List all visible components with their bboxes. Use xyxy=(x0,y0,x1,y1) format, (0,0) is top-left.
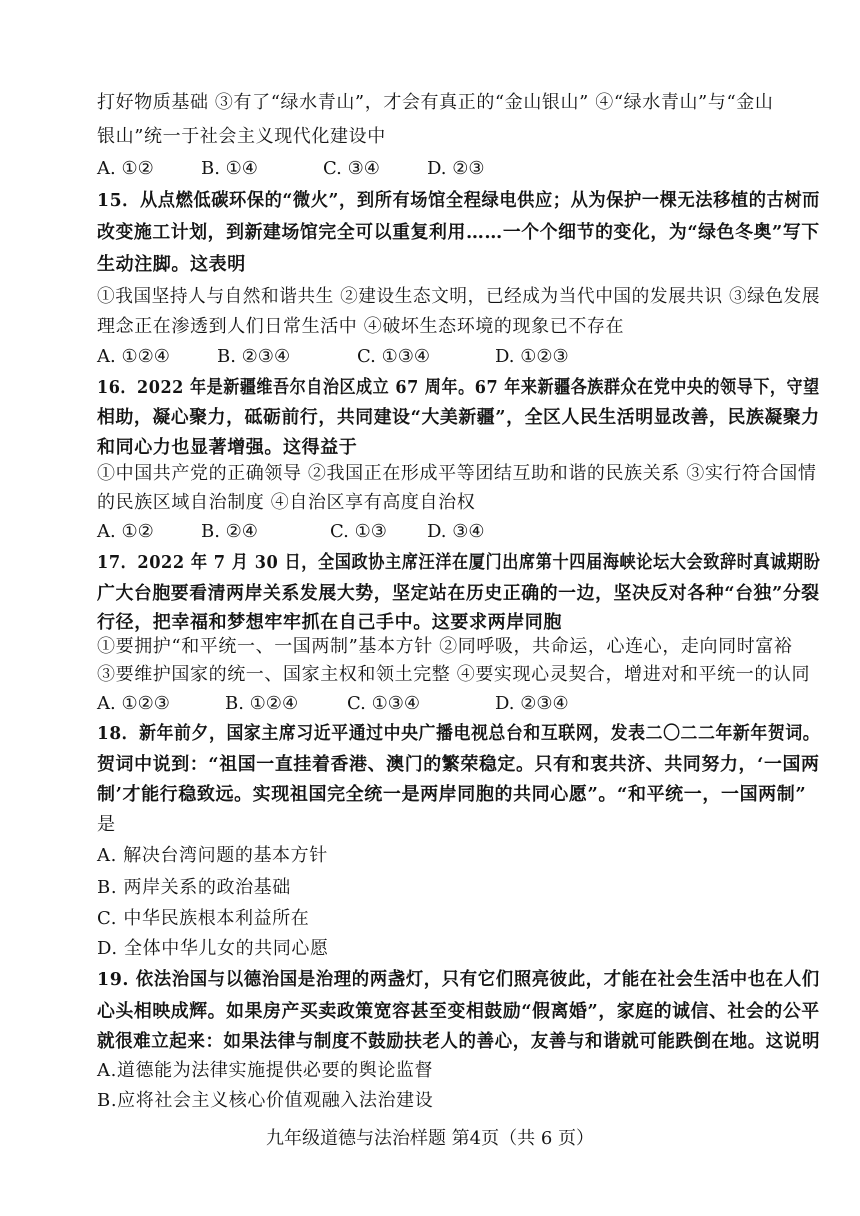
q16-option-d: D. ③④ xyxy=(427,521,485,542)
q15-option-a: A. ①②④ xyxy=(97,346,170,367)
q15-option-b: B. ②③④ xyxy=(217,346,291,367)
q17-option-a: A. ①②③ xyxy=(97,693,170,714)
q14-option-c: C. ③④ xyxy=(323,158,380,179)
q14-option-b: B. ①④ xyxy=(201,158,258,179)
q18-option-c: C. 中华民族根本利益所在 xyxy=(97,908,310,929)
q18-stem-line-1: 18．新年前夕，国家主席习近平通过中央广播电视总台和互联网，发表二〇二二年新年贺词。 xyxy=(97,723,821,744)
q17-stem-line-3: 行径，把幸福和梦想牢牢抓在自己手中。这要求两岸同胞 xyxy=(97,612,562,633)
q15-stem-line-3: 生动注脚。这表明 xyxy=(97,254,246,275)
q18-option-a: A. 解决台湾问题的基本方针 xyxy=(97,845,328,866)
q19-option-a: A.道德能为法律实施提供必要的舆论监督 xyxy=(97,1060,434,1081)
q16-option-a: A. ①② xyxy=(97,521,154,542)
q14-option-d: D. ②③ xyxy=(427,158,485,179)
q16-items-line-1: ①中国共产党的正确领导 ②我国正在形成平等团结互助和谐的民族关系 ③实行符合国情 xyxy=(97,463,817,484)
q17-stem-line-1: 17．2022 年 7 月 30 日，全国政协主席汪洋在厦门出席第十四届海峡论坛大会致辞时真诚期盼 xyxy=(97,552,821,573)
q16-option-c: C. ①③ xyxy=(330,521,387,542)
q15-stem-line-1: 15．从点燃低碳环保的“微火”，到所有场馆全程绿电供应；从为保护一棵无法移植的古树而 xyxy=(97,190,820,211)
q19-stem-line-3: 就很难立起来：如果法律与制度不鼓励扶老人的善心，友善与和谐就可能跌倒在地。这说明 xyxy=(97,1031,821,1052)
q18-stem-line-2: 贺词中说到：“祖国一直挂着香港、澳门的繁荣稳定。只有和衷共济、共同努力，‘一国两 xyxy=(97,754,820,775)
q18-stem-line-3: 制’才能行稳致远。实现祖国完全统一是两岸同胞的共同心愿”。“和平统一，一国两制” xyxy=(97,784,807,805)
q17-option-c: C. ①③④ xyxy=(347,693,420,714)
q17-stem-line-2: 广大台胞要看清两岸关系发展大势，坚定站在历史正确的一边，坚决反对各种“台独”分裂 xyxy=(97,583,820,604)
q16-stem-line-3: 和同心力也显著增强。这得益于 xyxy=(97,437,358,458)
q17-items-line-2: ③要维护国家的统一、国家主权和领土完整 ④要实现心灵契合，增进对和平统一的认同 xyxy=(97,664,811,685)
page-footer: 九年级道德与法治样题 第4页（共 6 页） xyxy=(265,1128,595,1149)
q14-option-a: A. ①② xyxy=(97,158,154,179)
q15-option-d: D. ①②③ xyxy=(495,346,569,367)
q15-items-line-1: ①我国坚持人与自然和谐共生 ②建设生态文明，已经成为当代中国的发展共识 ③绿色发展 xyxy=(97,286,821,307)
q16-stem-line-1: 16．2022 年是新疆维吾尔自治区成立 67 周年。67 年来新疆各族群众在党中央的领导下，守望 xyxy=(97,377,820,398)
q18-option-d: D. 全体中华儿女的共同心愿 xyxy=(97,938,329,959)
q19-stem-line-2: 心头相映成辉。如果房产买卖政策宽容甚至变相鼓励“假离婚”，家庭的诚信、社会的公平 xyxy=(97,1001,820,1022)
q15-stem-line-2: 改变施工计划，到新建场馆完全可以重复利用……一个个细节的变化，为“绿色冬奥”写下 xyxy=(97,222,820,243)
q18-option-b: B. 两岸关系的政治基础 xyxy=(97,877,291,898)
q16-items-line-2: 的民族区域自治制度 ④自治区享有高度自治权 xyxy=(97,492,476,513)
q15-option-c: C. ①③④ xyxy=(357,346,430,367)
q14-text-line-1: 打好物质基础 ③有了“绿水青山”，才会有真正的“金山银山” ④“绿水青山”与“金山 xyxy=(97,92,774,113)
q17-option-b: B. ①②④ xyxy=(225,693,299,714)
q14-text-line-2: 银山”统一于社会主义现代化建设中 xyxy=(97,126,386,147)
q16-stem-line-2: 相助，凝心聚力，砥砺前行，共同建设“大美新疆”，全区人民生活明显改善，民族凝聚力 xyxy=(97,407,820,428)
q18-stem-line-4: 是 xyxy=(97,814,116,835)
q19-option-b: B.应将社会主义核心价值观融入法治建设 xyxy=(97,1090,434,1111)
q15-items-line-2: 理念正在渗透到人们日常生活中 ④破坏生态环境的现象已不存在 xyxy=(97,316,625,337)
q17-items-line-1: ①要拥护“和平统一、一国两制”基本方针 ②同呼吸，共命运，心连心，走向同时富裕 xyxy=(97,636,793,657)
q17-option-d: D. ②③④ xyxy=(495,693,569,714)
q19-stem-line-1: 19. 依法治国与以德治国是治理的两盏灯，只有它们照亮彼此，才能在社会生活中也在人们 xyxy=(97,969,820,990)
q16-option-b: B. ②④ xyxy=(201,521,258,542)
